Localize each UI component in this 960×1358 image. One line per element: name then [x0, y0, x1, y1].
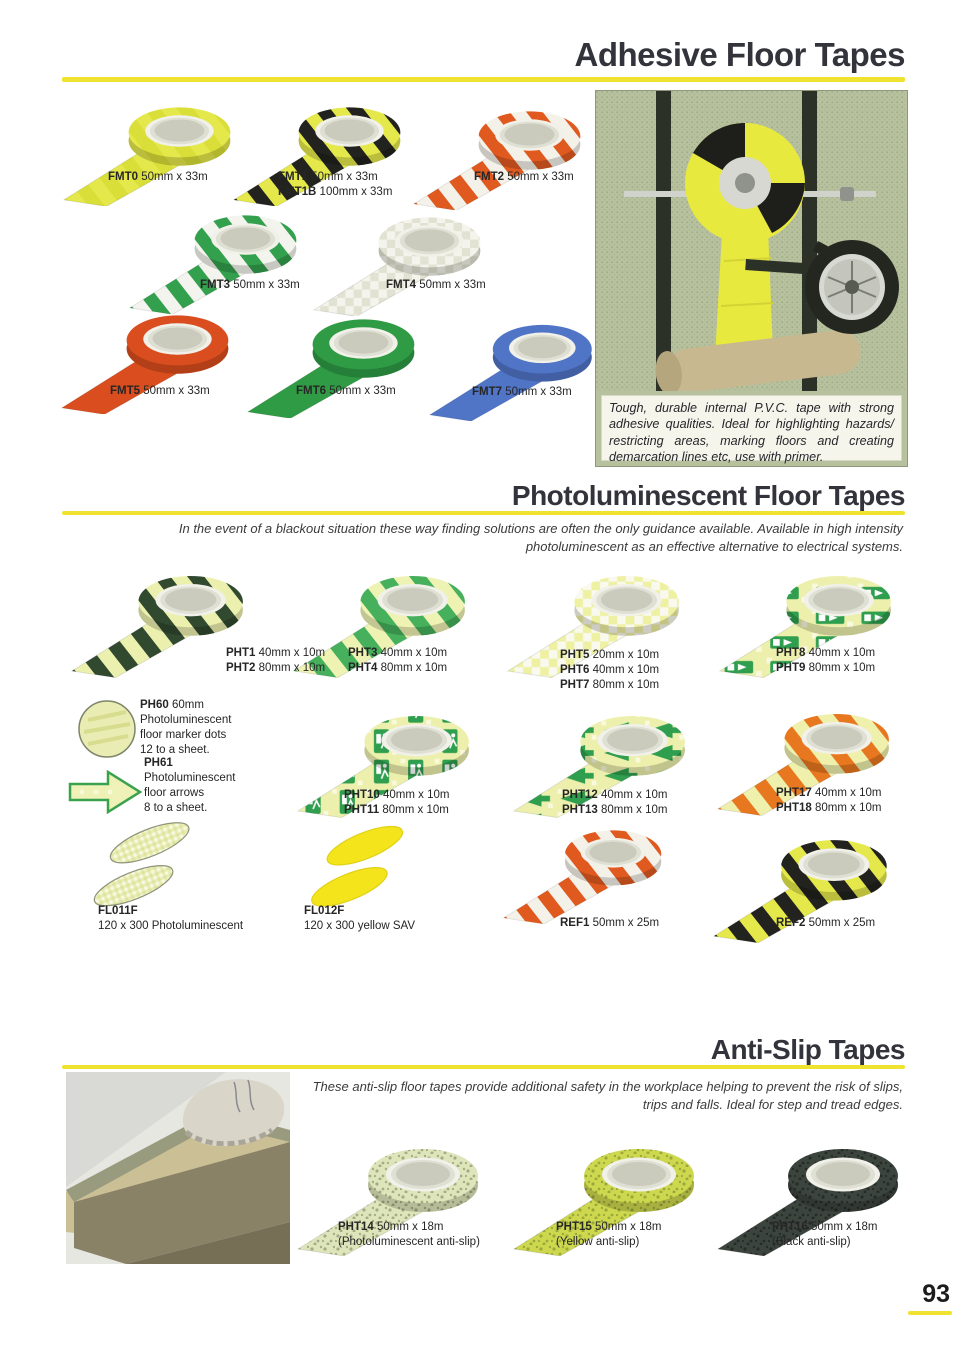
product-size: 60mm [171, 699, 204, 711]
product-label [296, 384, 396, 399]
product-label [200, 278, 300, 293]
product-size: 80mm x 10m [808, 662, 876, 674]
product-label [776, 916, 875, 931]
product-code: PHT18 [776, 802, 812, 814]
fl012f-footprints-image [298, 820, 418, 914]
fmt4-tape-image [312, 198, 497, 316]
product-label [348, 646, 447, 676]
adhesive-photo-caption: Tough, durable internal P.V.C. tape with strong adhesive qualities. Ideal for highlighting hazards/ restricting areas, marking floors and creating demarcation lines etc, use with primer. [601, 395, 902, 461]
section-title-photoluminescent: Photoluminescent Floor Tapes [511, 480, 905, 511]
product-size: 50mm x 25m [808, 917, 876, 929]
product-label [560, 916, 659, 931]
product-label [472, 385, 572, 400]
product-desc: 120 x 300 Photoluminescent [98, 920, 244, 932]
page-number-rule [908, 1311, 952, 1315]
fmt2-tape-image [412, 92, 597, 210]
product-code: PHT15 [556, 1221, 592, 1233]
accessory-desc: 8 to a sheet. [144, 802, 208, 814]
product-code: PHT9 [776, 662, 806, 674]
product-label [304, 904, 415, 934]
product-size: 80mm x 10m [258, 662, 326, 674]
section-rule-adhesive [62, 77, 905, 82]
product-code: PHT11 [344, 804, 380, 816]
fmt7-tape-image [428, 306, 608, 421]
product-code: PHT16 [772, 1221, 808, 1233]
accessory-label-ph60 [140, 698, 231, 758]
product-code: PHT10 [344, 789, 380, 801]
accessory-desc: 12 to a sheet. [140, 744, 210, 756]
product-code: FMT1B [278, 186, 317, 198]
product-size: 100mm x 33m [319, 186, 393, 198]
product-size: 50mm x 33m [507, 171, 574, 183]
fmt0-tape-image [62, 88, 247, 206]
product-size: 50mm x 33m [233, 279, 300, 291]
product-code: PHT2 [226, 662, 256, 674]
product-variant: (Photoluminescent anti-slip) [338, 1236, 480, 1248]
product-label [474, 170, 574, 185]
product-code: REF1 [560, 917, 590, 929]
product-label [344, 788, 449, 818]
product-size: 50mm x 33m [143, 385, 210, 397]
product-size: 50mm x 33m [141, 171, 208, 183]
product-label [776, 786, 881, 816]
product-size: 80mm x 10m [380, 662, 448, 674]
anti-slip-step-photo [66, 1072, 290, 1264]
product-variant: (Black anti-slip) [772, 1236, 851, 1248]
product-size: 50mm x 18m [595, 1221, 662, 1233]
product-size: 50mm x 25m [592, 917, 660, 929]
floor-marker-dot-graphic [76, 698, 138, 760]
product-size: 50mm x 18m [377, 1221, 444, 1233]
photoluminescent-intro: In the event of a blackout situation these way finding solutions are often the only guidance available. Available in high intensity photoluminescent as an effective alternative to electrical systems. [178, 521, 903, 554]
product-code: FMT3 [200, 279, 231, 291]
product-code: PHT1 [226, 647, 256, 659]
product-size: 50mm x 18m [811, 1221, 878, 1233]
product-code: FMT5 [110, 385, 141, 397]
product-code: PHT14 [338, 1221, 374, 1233]
section-rule-antislip [62, 1065, 905, 1069]
product-size: 80mm x 10m [601, 804, 668, 816]
product-size: 80mm x 10m [592, 679, 660, 691]
product-size: 50mm x 33m [419, 279, 486, 291]
accessory-desc: Photoluminescent [140, 714, 232, 726]
section-title-antislip: Anti-Slip Tapes [710, 1034, 905, 1065]
product-label [776, 646, 875, 676]
product-size: 40mm x 10m [380, 647, 448, 659]
floor-arrow-graphic [68, 768, 144, 816]
product-code: FMT6 [296, 385, 327, 397]
product-code: REF2 [776, 917, 806, 929]
product-label [560, 648, 659, 693]
product-code: FMT7 [472, 386, 503, 398]
product-code: PHT5 [560, 649, 590, 661]
product-code: FL012F [304, 905, 345, 917]
product-size: 40mm x 10m [383, 789, 450, 801]
product-size: 40mm x 10m [592, 664, 660, 676]
product-code: PHT6 [560, 664, 590, 676]
antislip-intro: These anti-slip floor tapes provide additional safety in the workplace helping to prevent the risk of slips, trips and falls. Ideal for step and tread edges. [312, 1079, 903, 1112]
product-code: PHT17 [776, 787, 812, 799]
product-size: 50mm x 33m [329, 385, 396, 397]
product-size: 40mm x 10m [258, 647, 326, 659]
product-size: 50mm x 33m [311, 171, 378, 183]
product-code: FMT0 [108, 171, 139, 183]
product-label [110, 384, 210, 399]
product-size: 80mm x 10m [815, 802, 882, 814]
product-size: 40mm x 10m [815, 787, 882, 799]
section-rule-photoluminescent [62, 511, 905, 515]
product-variant: (Yellow anti-slip) [556, 1236, 640, 1248]
product-label [98, 904, 243, 934]
product-code: PH60 [140, 699, 169, 711]
product-code: FMT1 [278, 171, 309, 183]
product-code: FMT2 [474, 171, 505, 183]
tape-applicator-photo [595, 90, 908, 467]
product-size: 20mm x 10m [592, 649, 660, 661]
fmt6-tape-image [246, 300, 431, 418]
product-code: PHT13 [562, 804, 598, 816]
product-size: 50mm x 33m [505, 386, 572, 398]
product-code: PHT3 [348, 647, 378, 659]
product-code: PHT8 [776, 647, 806, 659]
product-code: PHT12 [562, 789, 598, 801]
product-size: 40mm x 10m [601, 789, 668, 801]
product-code: FL011F [98, 905, 138, 917]
product-desc: 120 x 300 yellow SAV [304, 920, 416, 932]
product-label [226, 646, 325, 676]
product-label [386, 278, 486, 293]
accessory-desc: Photoluminescent [144, 772, 236, 784]
fl011f-footprints-image [80, 816, 205, 914]
page-number: 93 [922, 1280, 950, 1308]
product-label [108, 170, 208, 185]
accessory-desc: floor arrows [144, 787, 205, 799]
product-label [556, 1220, 661, 1250]
product-code: FMT4 [386, 279, 417, 291]
product-label [772, 1220, 877, 1250]
product-code: PHT7 [560, 679, 590, 691]
product-size: 80mm x 10m [382, 804, 449, 816]
accessory-desc: floor marker dots [140, 729, 227, 741]
product-label [338, 1220, 480, 1250]
accessory-label-ph61 [144, 756, 235, 816]
section-title-adhesive: Adhesive Floor Tapes [574, 36, 905, 73]
product-size: 40mm x 10m [808, 647, 876, 659]
product-code: PHT4 [348, 662, 378, 674]
ref1-tape-image [502, 812, 677, 924]
tape-applicator-illustration [596, 91, 905, 391]
product-code: PH61 [144, 757, 173, 769]
